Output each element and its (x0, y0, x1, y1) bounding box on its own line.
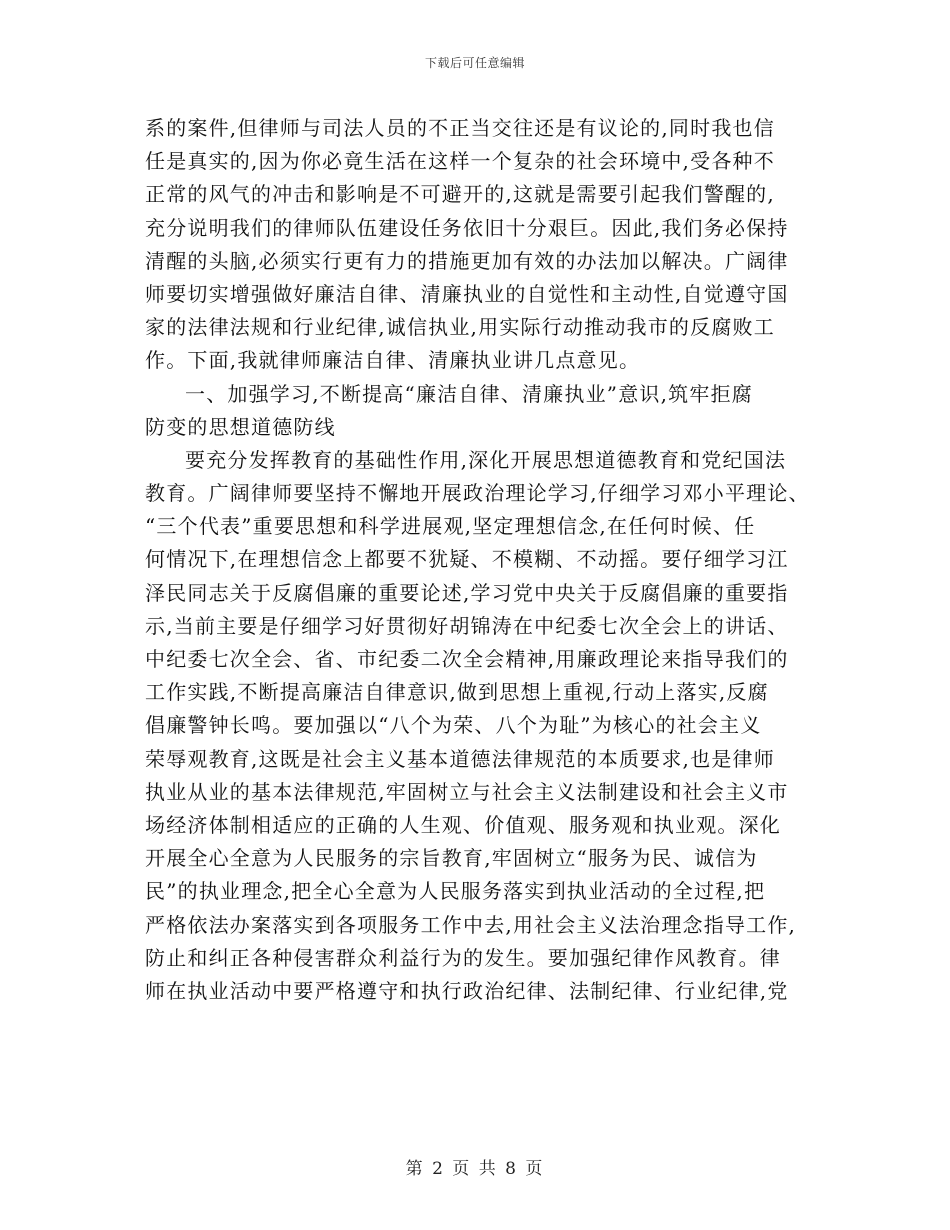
document-body (145, 112, 817, 1008)
body-line: 家的法律法规和行业纪律,诚信执业,用实际行动推动我市的反腐败工 (145, 315, 775, 340)
body-line: 泽民同志关于反腐倡廉的重要论述,学习党中央关于反腐倡廉的重要指 (145, 580, 789, 605)
body-line: 荣辱观教育,这既是社会主义基本道德法律规范的本质要求,也是律师 (145, 746, 775, 771)
body-line: 要充分发挥教育的基础性作用,深化开展思想道德教育和党纪国法 (185, 447, 787, 472)
body-line: “三个代表”重要思想和科学进展观,坚定理想信念,在任何时候、任 (145, 514, 756, 539)
body-line: 清醒的头脑,必须实行更有力的措施更加有效的办法加以解决。广阔律 (145, 248, 789, 273)
body-line: 开展全心全意为人民服务的宗旨教育,牢固树立“服务为民、诚信为 (145, 846, 758, 871)
body-line: 正常的风气的冲击和影响是不可避开的,这就是需要引起我们警醒的, (145, 182, 775, 207)
body-line: 中纪委七次全会、省、市纪委二次全会精神,用廉政理论来指导我们的 (145, 647, 789, 671)
page-header: 下载后可任意编辑 (424, 56, 525, 70)
body-line: 师要切实增强做好廉洁自律、清廉执业的自觉性和主动性,自觉遵守国 (145, 281, 789, 306)
body-line: 何情况下,在理想信念上都要不犹疑、不模糊、不动摇。要仔细学习江 (145, 547, 789, 572)
body-line: 场经济体制相适应的正确的人生观、价值观、服务观和执业观。深化 (145, 812, 781, 837)
body-line: 充分说明我们的律师队伍建设任务依旧十分艰巨。因此,我们务必保持 (145, 215, 789, 240)
body-line: 系的案件,但律师与司法人员的不正当交往还是有议论的,同时我也信 (145, 116, 775, 140)
page-number-footer: 第 2 页 共 8 页 (405, 1159, 545, 1179)
body-line: 作。下面,我就律师廉洁自律、清廉执业讲几点意见。 (145, 348, 641, 373)
body-line: 任是真实的,因为你必竟生活在这样一个复杂的社会环境中,受各种不 (145, 149, 775, 174)
section-heading-line: 一、加强学习,不断提高“廉洁自律、清廉执业”意识,筑牢拒腐 (185, 381, 753, 406)
body-line: 民”的执业理念,把全心全意为人民服务落实到执业活动的全过程,把 (145, 879, 766, 904)
body-line: 示,当前主要是仔细学习好贯彻好胡锦涛在中纪委七次全会上的讲话、 (145, 613, 789, 638)
body-line: 防止和纠正各种侵害群众利益行为的发生。要加强纪律作风教育。律 (145, 945, 781, 970)
body-line: 严格依法办案落实到各项服务工作中去,用社会主义法治理念指导工作, (145, 912, 797, 937)
section-heading-line: 防变的思想道德防线 (145, 414, 336, 439)
body-line: 工作实践,不断提高廉洁自律意识,做到思想上重视,行动上落实,反腐 (145, 680, 769, 705)
body-line: 师在执业活动中要严格遵守和执行政治纪律、法制纪律、行业纪律,党 (145, 978, 789, 1003)
body-line: 倡廉警钟长鸣。要加强以“八个为荣、八个为耻”为核心的社会主义 (145, 713, 762, 738)
body-line: 执业从业的基本法律规范,牢固树立与社会主义法制建设和社会主义市 (145, 779, 789, 804)
body-line: 教育。广阔律师要坚持不懈地开展政治理论学习,仔细学习邓小平理论、 (145, 481, 810, 506)
